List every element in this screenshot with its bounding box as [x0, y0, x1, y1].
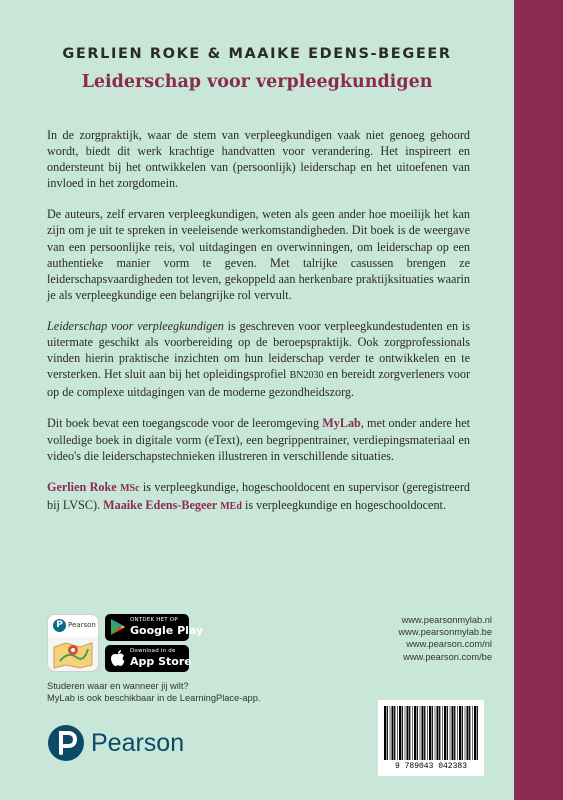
map-pin-icon	[52, 639, 94, 669]
url-item[interactable]: www.pearsonmylab.be	[398, 627, 492, 638]
google-play-big-label: Google Play	[130, 624, 204, 637]
author1-name: Gerlien Roke	[47, 479, 117, 494]
app-store-small-label: Download in de	[130, 648, 176, 654]
paragraph-mylab-text-b: , met onder andere het volledige boek in digitale vorm (eText), een begrippentrainer, verdiepingsmateriaal en video's die leiderschapstechnieken illustreren in verschillende situaties.	[47, 416, 470, 463]
paragraph-intro: In de zorgpraktijk, waar de stem van verpleegkundigen vaak niet genoeg gehoord wordt, biedt dit werk krachtige handvatten voor verandering. Het inspireert en ondersteunt bij het ontwikkelen van (persoonlijk) leiderschap en het uitoefenen van invloed in het zorgdomein.	[47, 128, 470, 191]
url-item[interactable]: www.pearsonmylab.nl	[401, 615, 492, 625]
apple-icon	[111, 650, 125, 666]
pearson-p-logo-icon	[47, 724, 85, 762]
mylab-tagline	[47, 680, 260, 704]
google-play-small-label: ONTDEK HET OP	[130, 617, 178, 623]
paragraph-mylab	[47, 415, 470, 463]
authors-line: GERLIEN ROKE & MAAIKE EDENS-BEGEER	[62, 46, 452, 62]
isbn-barcode	[378, 700, 484, 776]
paragraph-audience-text-a: is geschreven voor verpleegkundestudenten en is uitermate geschikt als voorbereiding op de beroepspraktijk. Ook zorgprofessionals vinden hierin praktische inzichten om hun leiderschap verder te ontwikkelen en te versterken. Het sluit aan bij het opleidingsprofiel	[47, 318, 470, 382]
paragraph-authors-journey: De auteurs, zelf ervaren verpleegkundigen, weten als geen ander hoe moeilijk het kan zijn om je uit te spreken in veeleisende werkomstandigheden. Dit boek is de weergave van een persoonlijke reis, vol uitdagingen en overwinningen, om leiderschap op een authentieke manier vorm te geven. Met talrijke casussen brengen ze leiderschapsvaardigheden tot leven, gekoppeld aan herkenbare praktijksituaties waarin je als verpleegkundige een belangrijke rol vervult.	[47, 207, 470, 302]
app-store-badge[interactable]	[105, 645, 192, 672]
app-store-big-label: App Store	[130, 655, 192, 668]
paragraph-audience	[47, 318, 470, 400]
pearson-p-icon: P	[53, 619, 66, 632]
profile-code: BN2030	[289, 370, 324, 382]
mylab-app-icon[interactable]	[47, 614, 99, 672]
spine-strip	[514, 0, 563, 800]
tagline-line-2: MyLab is ook beschikbaar in de LearningPlace-app.	[47, 693, 261, 703]
isbn-number: 9 789043 042383	[394, 762, 467, 771]
pearson-wordmark: Pearson	[91, 729, 185, 757]
url-item[interactable]: www.pearson.com/nl	[406, 639, 492, 650]
google-play-icon	[111, 619, 125, 635]
author2-name: Maaike Edens-Begeer	[103, 497, 218, 512]
inline-book-title: Leiderschap voor verpleegkundigen	[47, 318, 224, 333]
author1-degree: MSc	[120, 482, 140, 494]
blurb	[47, 127, 470, 530]
paragraph-bio	[47, 479, 470, 515]
tagline-line-1: Studeren waar en wanneer jij wilt?	[47, 681, 189, 691]
author2-degree: MEd	[220, 500, 242, 512]
paragraph-mylab-text-a: Dit boek bevat een toegangscode voor de leeromgeving	[47, 416, 323, 431]
barcode-bars	[384, 706, 478, 760]
google-play-badge[interactable]	[105, 614, 204, 641]
book-title: Leiderschap voor verpleegkundigen	[81, 72, 433, 92]
paragraph-audience-text-b: en bereidt zorgverleners voor op de complexe uitdagingen van de moderne gezondheidszorg.	[47, 367, 470, 400]
paragraph-bio-text-a: is verpleegkundige, hogeschooldocent en supervisor (geregistreerd bij LVSC).	[47, 479, 470, 512]
mylab-app-label: Pearson	[68, 621, 96, 629]
website-list	[332, 614, 492, 663]
mylab-highlight: MyLab	[322, 416, 361, 431]
paragraph-bio-text-b: is verpleegkundige en hogeschooldocent.	[241, 497, 446, 512]
url-item[interactable]: www.pearson.com/be	[403, 651, 492, 662]
